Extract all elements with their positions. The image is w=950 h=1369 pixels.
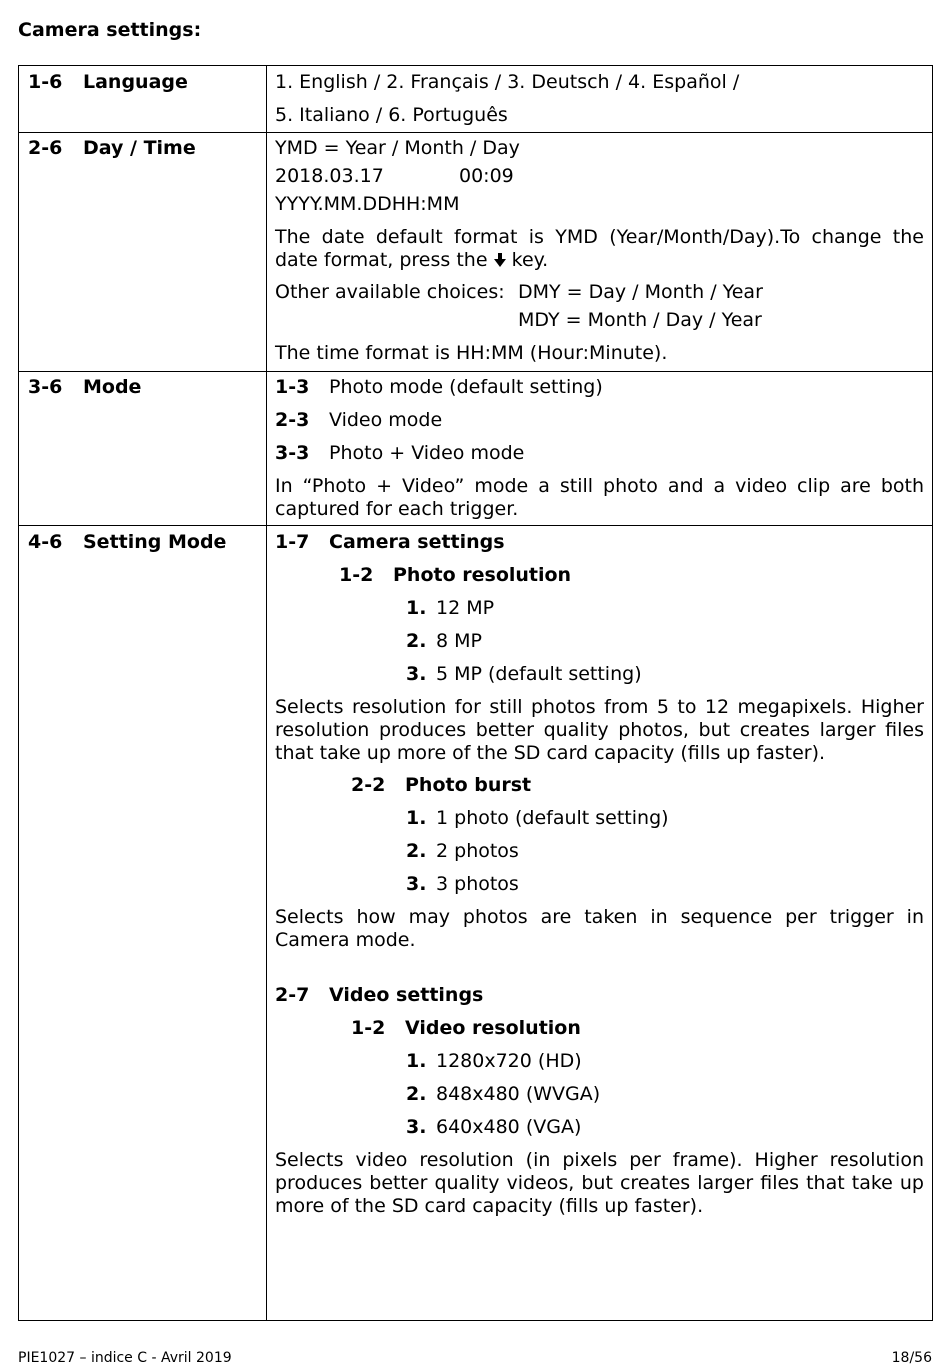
- option-num: 2.: [406, 1083, 427, 1105]
- option-num: 1.: [406, 807, 427, 829]
- subsection-num: 2-2: [351, 774, 386, 796]
- choice-dmy: DMY = Day / Month / Year: [518, 281, 763, 303]
- section-title: Video settings: [329, 984, 484, 1006]
- row-code: 4-6: [28, 531, 63, 553]
- section-num: 1-7: [275, 531, 310, 553]
- option-label: 5 MP (default setting): [436, 663, 642, 685]
- row-divider: [19, 525, 932, 526]
- option-num: 1.: [406, 597, 427, 619]
- mode-option-label: Video mode: [329, 409, 443, 431]
- time-format-description: The time format is HH:MM (Hour:Minute).: [275, 342, 668, 364]
- column-divider: [266, 66, 267, 1320]
- row-code: 1-6: [28, 71, 63, 93]
- row-title: Mode: [83, 376, 142, 398]
- mode-option-num: 1-3: [275, 376, 310, 398]
- settings-table: [18, 65, 933, 1321]
- row-title: Day / Time: [83, 137, 196, 159]
- mode-option-label: Photo + Video mode: [329, 442, 525, 464]
- option-num: 2.: [406, 630, 427, 652]
- footer-document-id: PIE1027 – indice C - Avril 2019: [18, 1350, 232, 1366]
- option-num: 3.: [406, 1116, 427, 1138]
- option-num: 2.: [406, 840, 427, 862]
- mode-description: In “Photo + Video” mode a still photo and a video clip are both captured for each trigger.: [275, 475, 924, 520]
- mode-option-num: 2-3: [275, 409, 310, 431]
- option-label: 8 MP: [436, 630, 482, 652]
- photo-burst-description: Selects how may photos are taken in sequence per trigger in Camera mode.: [275, 906, 924, 951]
- ymd-definition: YMD = Year / Month / Day: [275, 137, 520, 159]
- choices-label: Other available choices:: [275, 281, 505, 303]
- row-title: Setting Mode: [83, 531, 227, 553]
- down-arrow-icon: [494, 253, 506, 267]
- subsection-title: Photo resolution: [393, 564, 572, 586]
- key-label: key.: [511, 249, 549, 271]
- date-format-text: The date default format is YMD (Year/Month/Day).To change the date format, press the: [275, 226, 924, 271]
- mode-option-label: Photo mode (default setting): [329, 376, 603, 398]
- row-title: Language: [83, 71, 188, 93]
- option-label: 3 photos: [436, 873, 519, 895]
- option-num: 3.: [406, 663, 427, 685]
- photo-resolution-description: Selects resolution for still photos from 5 to 12 megapixels. Higher resolution produces better quality photos, but creates larger files that take up more of the SD card capacity (fills up faster).: [275, 696, 924, 764]
- option-num: 3.: [406, 873, 427, 895]
- time-value: 00:09: [459, 165, 514, 187]
- date-value: 2018.03.17: [275, 165, 384, 187]
- date-format-description: [275, 226, 924, 272]
- option-label: 12 MP: [436, 597, 495, 619]
- language-options-line-2: 5. Italiano / 6. Português: [275, 104, 508, 126]
- subsection-title: Video resolution: [405, 1017, 581, 1039]
- option-label: 1 photo (default setting): [436, 807, 669, 829]
- mode-option-num: 3-3: [275, 442, 310, 464]
- row-code: 2-6: [28, 137, 63, 159]
- row-code: 3-6: [28, 376, 63, 398]
- row-divider: [19, 371, 932, 372]
- subsection-title: Photo burst: [405, 774, 532, 796]
- language-options-line-1: 1. English / 2. Français / 3. Deutsch / 4. Español /: [275, 71, 740, 93]
- date-pattern: YYYY.MM.DDHH:MM: [275, 193, 460, 215]
- row-divider: [19, 132, 932, 133]
- subsection-num: 1-2: [339, 564, 374, 586]
- page-heading: Camera settings:: [18, 19, 202, 41]
- choice-mdy: MDY = Month / Day / Year: [518, 309, 762, 331]
- option-label: 2 photos: [436, 840, 519, 862]
- subsection-num: 1-2: [351, 1017, 386, 1039]
- option-label: 1280x720 (HD): [436, 1050, 582, 1072]
- option-num: 1.: [406, 1050, 427, 1072]
- video-resolution-description: Selects video resolution (in pixels per frame). Higher resolution produces better quality videos, but creates larger files that take up more of the SD card capacity (fills up faster).: [275, 1149, 924, 1217]
- section-num: 2-7: [275, 984, 310, 1006]
- option-label: 848x480 (WVGA): [436, 1083, 601, 1105]
- footer-page-number: 18/56: [891, 1350, 932, 1366]
- option-label: 640x480 (VGA): [436, 1116, 582, 1138]
- section-title: Camera settings: [329, 531, 505, 553]
